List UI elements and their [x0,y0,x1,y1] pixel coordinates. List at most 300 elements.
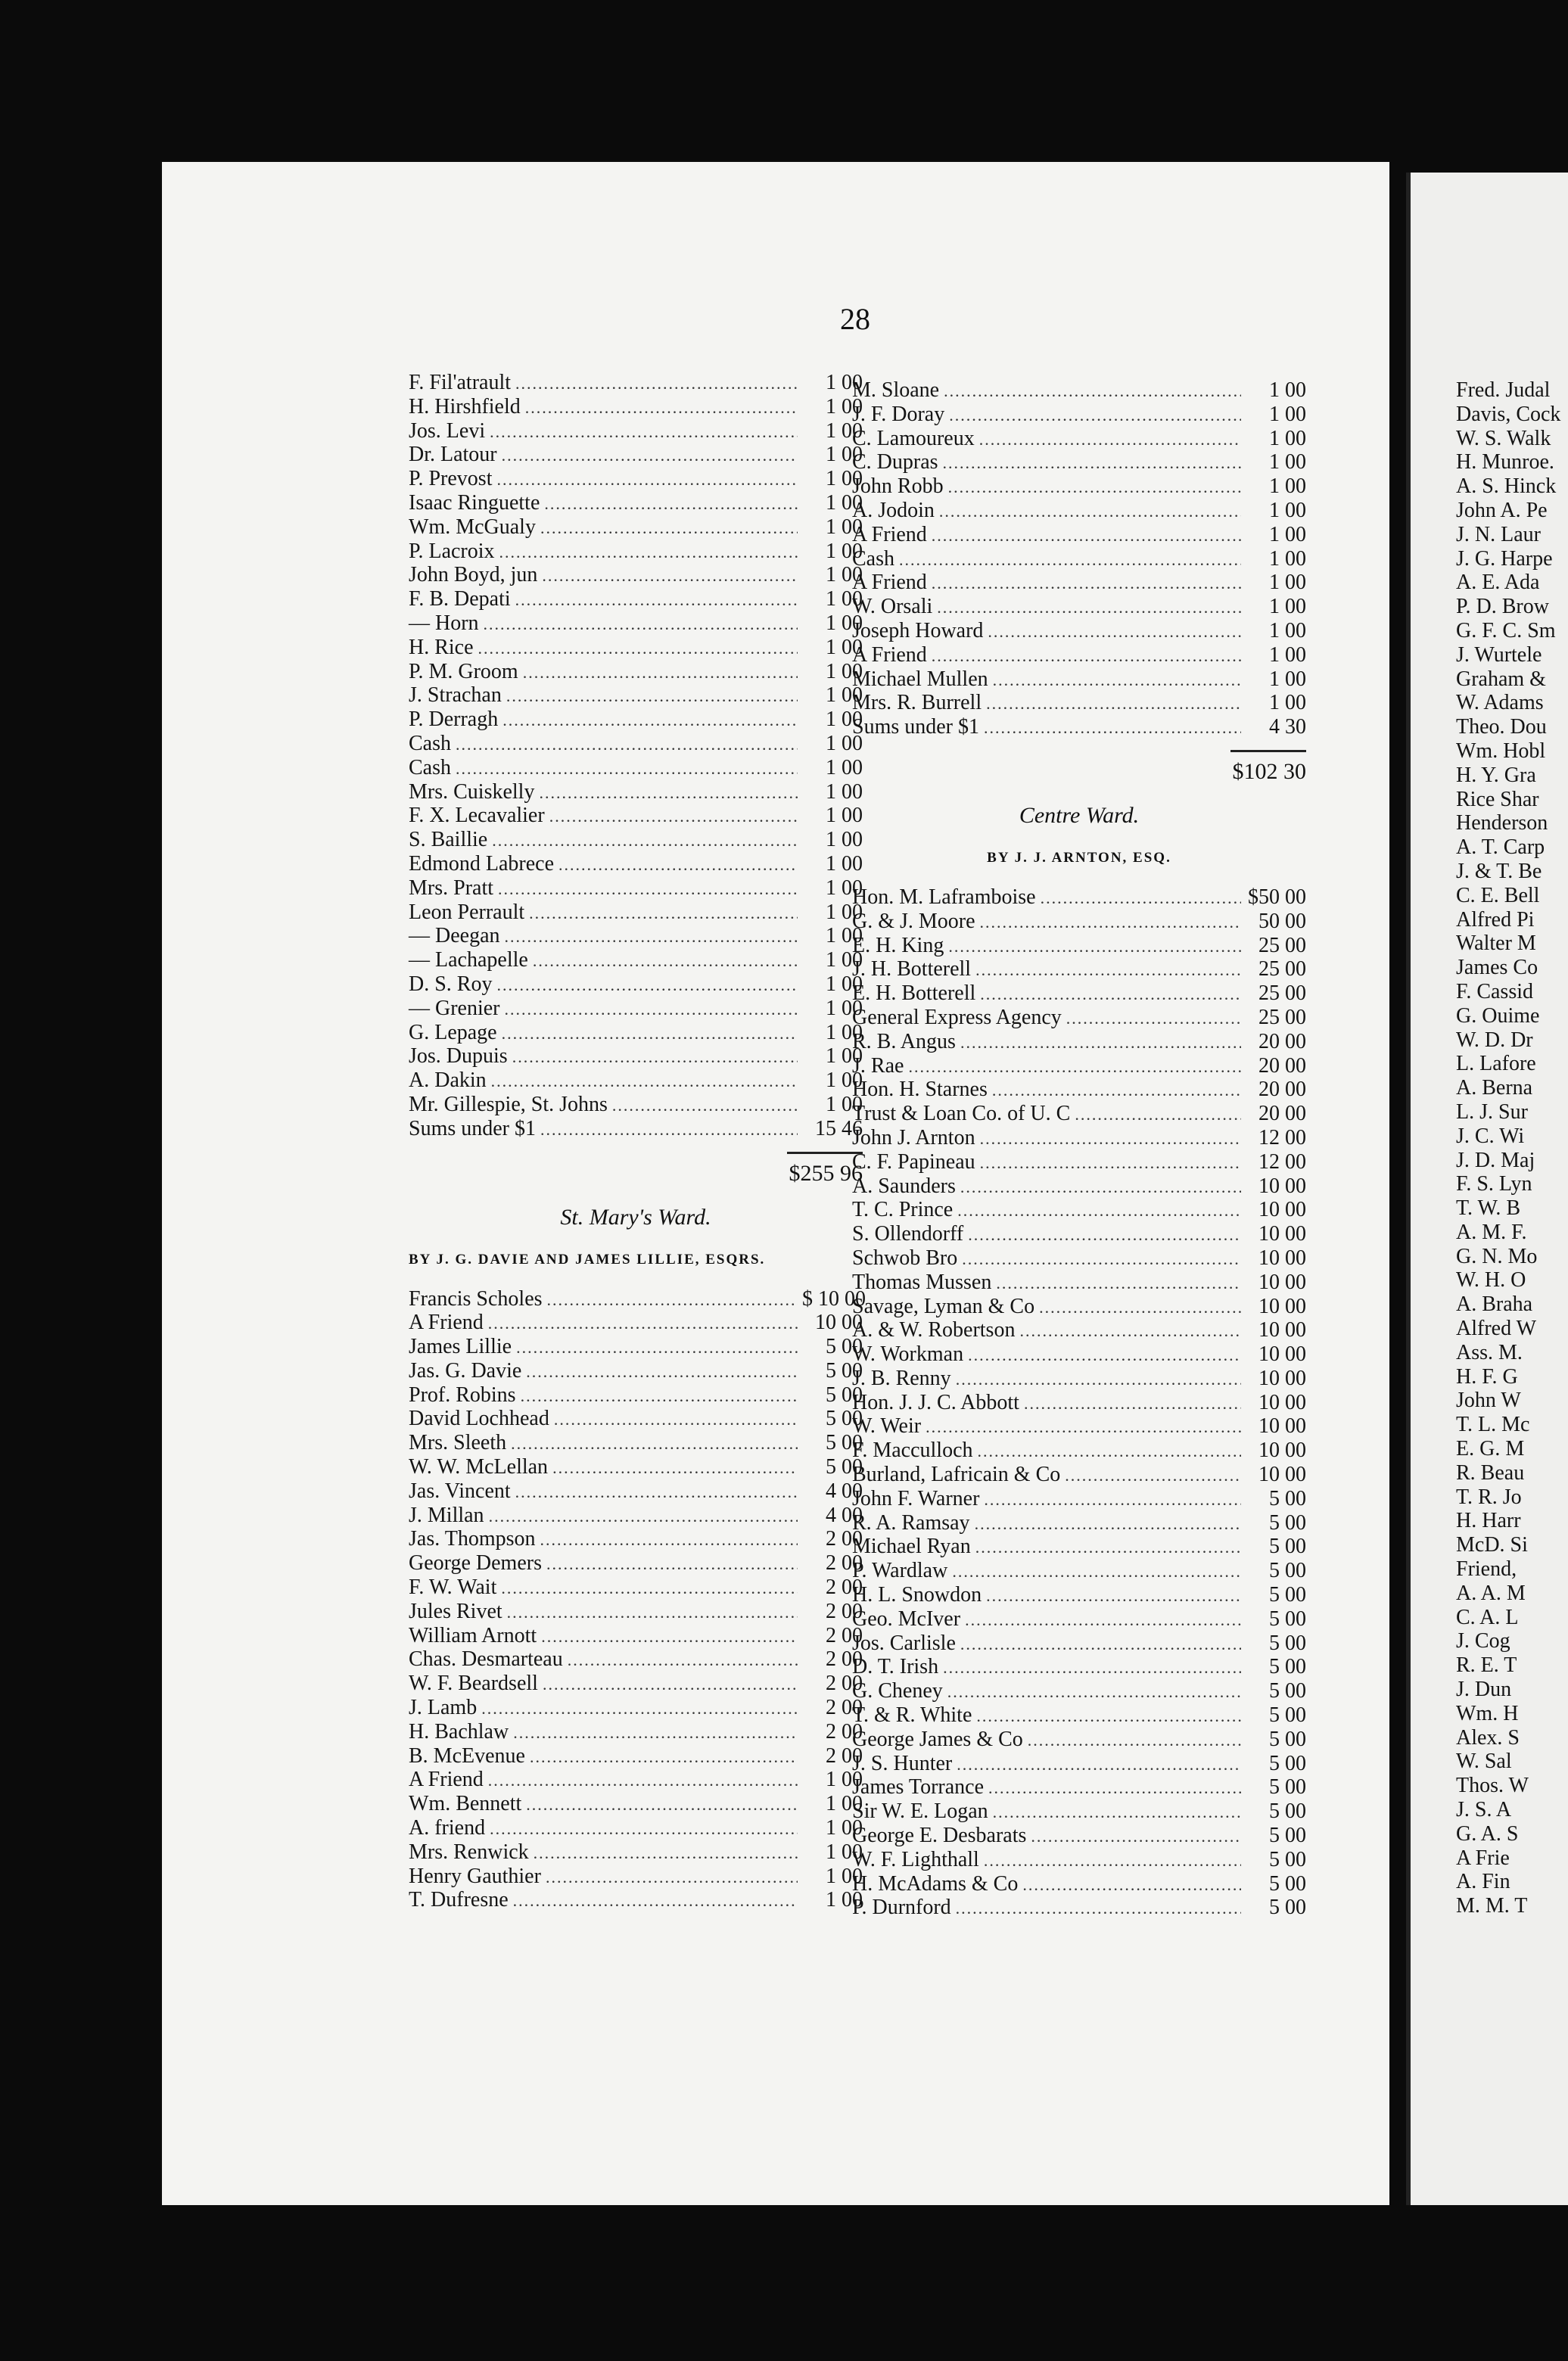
leader-dots [516,1336,798,1360]
contributor-name: Chas. Desmarteau [409,1647,563,1672]
leader-dots [980,982,1241,1006]
contributor-name: Mr. Gillespie, St. Johns [409,1092,608,1116]
facing-page-line: C. E. Bell [1456,883,1540,907]
contributor-name: C. Lamoureux [852,426,975,450]
contribution-amount: 1 00 [826,1816,863,1840]
contributor-name: John J. Arnton [852,1125,975,1149]
contributor-name: A. & W. Robertson [852,1318,1016,1342]
leader-dots [498,877,798,901]
facing-page-line: W. Sal [1456,1750,1512,1774]
contributor-name: F. Fil'atrault [409,371,512,394]
contributor-name: David Lochhead [409,1407,549,1431]
list-item [852,1583,1306,1607]
contributor-name: Trust & Loan Co. of U. C [852,1102,1071,1126]
leader-dots [505,925,798,949]
list-item [852,1824,1306,1848]
list-item [852,1271,1306,1295]
contributor-name: Sums under $1 [852,715,979,739]
contribution-amount: 10 00 [1258,1318,1306,1342]
leader-dots [956,1367,1241,1392]
facing-page-line: J. N. Laur [1456,522,1541,546]
leader-dots [488,1311,798,1336]
list-item [409,1383,863,1408]
list-item [409,972,863,997]
contribution-amount: 12 00 [1258,1149,1306,1174]
leader-dots [540,516,798,540]
contributor-name: R. B. Angus [852,1029,956,1053]
contribution-amount: 1 00 [826,804,863,828]
facing-page-line: T. R. Jo [1456,1485,1522,1509]
list-item [409,1792,863,1816]
facing-page-line: A. M. F. [1456,1220,1527,1244]
leader-dots [526,1360,798,1384]
leader-dots [525,396,798,420]
leader-dots [489,1504,798,1529]
contribution-amount: 5 00 [826,1455,863,1479]
leader-dots [937,596,1241,620]
contributor-name: John F. Warner [852,1486,980,1510]
list-item [409,1044,863,1069]
contribution-amount: 10 00 [1258,1246,1306,1270]
contributor-name: — Lachapelle [409,948,528,972]
leader-dots [511,1432,798,1456]
facing-page-line: Rice Shar [1456,787,1539,811]
leader-dots [552,1456,798,1480]
contributor-name: F. W. Wait [409,1576,497,1600]
leader-dots [962,1247,1241,1271]
leader-dots [957,1753,1241,1777]
list-item [852,378,1306,403]
leader-dots [515,588,798,612]
list-item [409,1840,863,1865]
contributor-name: Isaac Ringuette [409,490,540,515]
leader-dots [984,1849,1241,1873]
list-item [409,540,863,564]
right-total: $102 30 [1232,758,1306,784]
facing-page-line: R. Beau [1456,1460,1525,1485]
list-item [409,660,863,684]
facing-page-line: E. G. M [1456,1437,1525,1461]
contributor-name: A. friend [409,1816,486,1840]
facing-page-line: H. Munroe. [1456,450,1554,474]
leader-dots [496,468,798,492]
contributor-name: S. Ollendorff [852,1222,964,1246]
contributor-name: A. Saunders [852,1174,956,1198]
contribution-amount: 5 00 [1269,1559,1306,1583]
contribution-amount: 1 00 [826,659,863,683]
leader-dots [1039,1296,1241,1320]
facing-page-line: G. N. Mo [1456,1244,1538,1268]
contribution-amount: 10 00 [1258,1414,1306,1439]
contribution-amount: 10 00 [1258,1390,1306,1414]
leader-dots [976,1704,1241,1728]
facing-page-line: L. J. Sur [1456,1100,1528,1124]
contribution-amount: 1 00 [1269,522,1306,546]
leader-dots [932,524,1241,548]
contribution-amount: 20 00 [1258,1053,1306,1078]
contributor-name: Geo. McIver [852,1607,961,1631]
list-item [852,403,1306,427]
contributor-name: Mrs. Cuiskelly [409,779,535,804]
list-item [409,491,863,515]
list-item [852,1126,1306,1150]
total-rule [787,1152,863,1154]
leader-dots [540,1528,798,1552]
list-item [852,1198,1306,1222]
facing-page-line: A. Fin [1456,1870,1510,1894]
list-item [852,910,1306,934]
contributor-name: Mrs. Renwick [409,1840,529,1864]
contributor-name: Jos. Carlisle [852,1631,956,1655]
contributor-name: G. Cheney [852,1679,943,1703]
contribution-amount: 1 00 [1269,546,1306,571]
leader-dots [512,1045,798,1069]
facing-page-line: Henderson [1456,811,1548,835]
contributor-name: Thomas Mussen [852,1270,992,1294]
list-item [852,643,1306,667]
contributor-name: J. S. Hunter [852,1751,953,1775]
leader-dots [515,1480,798,1504]
contributor-name: J. Strachan [409,683,502,708]
contributor-name: James Torrance [852,1775,985,1800]
contribution-amount: 1 00 [1269,571,1306,595]
contribution-amount: 1 00 [826,755,863,779]
contributor-name: Hon. H. Starnes [852,1078,988,1102]
contributor-name: A Friend [409,1311,484,1335]
contributor-name: Sir W. E. Logan [852,1800,988,1824]
contribution-amount: 20 00 [1258,1078,1306,1102]
contributor-name: E. H. Botterell [852,981,976,1006]
facing-page-line: P. D. Brow [1456,595,1549,619]
leader-dots [490,420,798,444]
contributor-name: A. Jodoin [852,498,935,522]
facing-page-line: Ass. M. [1456,1340,1523,1364]
list-item [852,1439,1306,1463]
leader-dots [505,997,798,1022]
leader-dots [513,1721,798,1745]
contribution-amount: 5 00 [826,1358,863,1383]
contributor-name: W. Orsali [852,595,933,619]
list-item [409,948,863,972]
leader-dots [984,1488,1241,1512]
contributor-name: W. Weir [852,1414,922,1439]
leader-dots [484,612,798,636]
contribution-amount: 1 00 [826,1092,863,1116]
list-item [409,1311,863,1335]
list-item [409,443,863,467]
contribution-amount: 5 00 [826,1407,863,1431]
contribution-amount: 5 00 [1269,1824,1306,1848]
list-item [852,1030,1306,1054]
contributor-name: H. Bachlaw [409,1719,509,1744]
facing-page-line: J. Wurtele [1456,642,1542,667]
contributor-name: T. C. Prince [852,1198,954,1222]
leader-dots [543,1672,798,1697]
contribution-amount: 5 00 [826,1431,863,1455]
facing-page-line: John W [1456,1389,1521,1413]
ward-title: St. Mary's Ward. [560,1204,711,1230]
contribution-amount: 1 00 [826,779,863,804]
leader-dots [993,1800,1241,1824]
right-column [852,378,1306,1920]
facing-page [1406,173,1568,2205]
contributor-name: George James & Co [852,1727,1023,1751]
list-item [852,1102,1306,1126]
list-item [409,780,863,804]
contributor-name: Cash [409,731,451,755]
list-item [409,1455,863,1479]
page-number: 28 [840,302,870,336]
leader-dots [506,684,798,708]
contributor-name: John Robb [852,474,944,499]
leader-dots [968,1343,1241,1367]
leader-dots [456,733,798,757]
contribution-amount: 5 00 [1269,1727,1306,1751]
leader-dots [502,708,798,733]
contribution-amount: 1 00 [1269,474,1306,499]
list-item [409,1768,863,1792]
contribution-amount: 1 00 [826,418,863,443]
list-item [409,1744,863,1768]
contribution-amount: 50 00 [1258,909,1306,933]
leader-dots [1028,1728,1241,1753]
list-item [852,1222,1306,1246]
list-item [409,636,863,660]
contributor-name: J. H. Botterell [852,957,972,981]
contributor-name: J. Rae [852,1053,904,1078]
list-item [409,997,863,1021]
list-item [409,828,863,852]
contributor-name: General Express Agency [852,1005,1062,1029]
contribution-amount: 2 00 [826,1551,863,1576]
leader-dots [546,1865,798,1890]
list-item [852,1463,1306,1487]
leader-dots [984,716,1241,740]
list-item [852,1559,1306,1583]
leader-dots [456,757,798,781]
list-item [409,1335,863,1359]
leader-dots [975,1512,1241,1536]
contribution-amount: 2 00 [826,1744,863,1768]
list-item [409,1286,866,1311]
contribution-amount: 1 00 [1269,595,1306,619]
leader-dots [899,548,1241,572]
contribution-amount: 2 00 [826,1576,863,1600]
contribution-amount: 20 00 [1258,1102,1306,1126]
left-ward-entries-list [409,1286,866,1913]
list-item [852,1150,1306,1174]
contribution-amount: 1 00 [826,1840,863,1864]
ward-byline: BY J. G. DAVIE AND JAMES LILLIE, ESQRS. [409,1251,766,1268]
contributor-name: Mrs. R. Burrell [852,691,982,715]
contribution-amount: 5 00 [826,1383,863,1407]
contributor-name: Jas. Vincent [409,1479,511,1503]
contributor-name: — Grenier [409,996,500,1020]
facing-page-line: G. F. C. Sm [1456,618,1556,642]
list-item [409,708,863,732]
list-item [852,1006,1306,1030]
list-item [409,1431,863,1455]
contribution-amount: 10 00 [1258,1463,1306,1487]
contribution-amount: 25 00 [1258,1005,1306,1029]
list-item [852,1800,1306,1824]
contribution-amount: 12 00 [1258,1125,1306,1149]
facing-page-line: J. G. Harpe [1456,546,1553,571]
facing-page-line: James Co [1456,956,1538,980]
list-item [852,957,1306,981]
leader-dots [523,661,798,685]
leader-dots [541,1625,798,1649]
list-item [409,1069,863,1093]
list-item [852,1896,1306,1920]
leader-dots [908,1055,1241,1079]
list-item [852,715,1306,739]
leader-dots [507,1600,798,1625]
list-item [852,1775,1306,1800]
list-item [409,563,863,587]
contribution-amount: 1 00 [826,515,863,539]
facing-page-line: M. M. T [1456,1894,1528,1918]
leader-dots [986,1584,1241,1608]
contributor-name: Wm. Bennett [409,1792,522,1816]
contributor-name: James Lillie [409,1335,512,1359]
leader-dots [568,1648,798,1672]
contribution-amount: 10 00 [1258,1294,1306,1318]
facing-page-line: H. F. G [1456,1364,1518,1389]
contribution-amount: 5 00 [1269,1871,1306,1896]
leader-dots [992,1078,1241,1103]
contribution-amount: 1 00 [826,611,863,635]
contribution-amount: 1 00 [826,900,863,924]
contributor-name: A. Dakin [409,1069,487,1093]
list-item [852,595,1306,619]
leader-dots [980,1151,1241,1175]
contribution-amount: 25 00 [1258,981,1306,1006]
leader-dots [986,692,1241,716]
leader-dots [952,1560,1241,1584]
contributor-name: Hon. J. J. C. Abbott [852,1390,1019,1414]
contribution-amount: 1 00 [1269,378,1306,402]
leader-dots [490,1817,798,1841]
contributor-name: H. Hirshfield [409,394,521,418]
leader-dots [1031,1824,1241,1849]
right-ward-entries-list [852,885,1306,1920]
contributor-name: P. Prevost [409,467,493,491]
contribution-amount: 2 00 [826,1647,863,1672]
leader-dots [943,1656,1241,1680]
leader-dots [1041,886,1241,910]
list-item [409,683,863,708]
leader-dots [939,499,1241,524]
list-item [852,1174,1306,1199]
contribution-amount: 1 00 [1269,642,1306,667]
leader-dots [1065,1464,1241,1488]
leader-dots [549,804,798,829]
facing-page-line: A. S. Hinck [1456,474,1557,499]
leader-dots [1075,1103,1241,1127]
list-item [409,1576,863,1600]
facing-page-line: A Frie [1456,1846,1510,1870]
facing-page-line: W. Adams [1456,691,1544,715]
contributor-name: Savage, Lyman & Co [852,1294,1035,1318]
contribution-amount: 10 00 [815,1311,863,1335]
contributor-name: H. L. Snowdon [852,1583,982,1607]
contributor-name: Cash [409,755,451,779]
contribution-amount: 4 00 [826,1479,863,1503]
list-item [852,499,1306,523]
contributor-name: George E. Desbarats [852,1824,1027,1848]
contribution-amount: 5 00 [1269,1679,1306,1703]
contributor-name: W. F. Lighthall [852,1847,979,1871]
list-item [409,1093,863,1117]
list-item [409,1021,863,1045]
leader-dots [993,668,1241,692]
contribution-amount: 20 00 [1258,1029,1306,1053]
contribution-amount: 2 00 [826,1719,863,1744]
leader-dots [530,1745,798,1769]
contributor-name: G. Lepage [409,1020,497,1044]
contribution-amount: 10 00 [1258,1222,1306,1246]
list-item [852,981,1306,1006]
list-item [409,1624,863,1648]
list-item [852,1607,1306,1632]
leader-dots [975,1535,1241,1560]
contributor-name: W. W. McLellan [409,1455,549,1479]
leader-dots [965,1608,1241,1632]
leader-dots [944,379,1241,403]
list-item [852,1054,1306,1078]
contributor-name: W. Workman [852,1342,964,1367]
contribution-amount: 2 00 [826,1696,863,1720]
contribution-amount: $ 10 00 [802,1286,866,1311]
leader-dots [558,853,798,877]
contribution-amount: 1 00 [826,876,863,900]
facing-page-line: J. D. Maj [1456,1148,1535,1172]
contribution-amount: $50 00 [1248,885,1306,909]
contributor-name: J. Millan [409,1503,484,1527]
contribution-amount: 5 00 [1269,1655,1306,1679]
contributor-name: Jules Rivet [409,1599,502,1623]
contributor-name: J. Lamb [409,1696,478,1720]
list-item [852,1535,1306,1559]
leader-dots [554,1408,798,1432]
contribution-amount: 5 00 [1269,1896,1306,1920]
contribution-amount: 5 00 [1269,1703,1306,1728]
list-item [852,691,1306,715]
list-item [409,876,863,901]
contribution-amount: 5 00 [1269,1486,1306,1510]
contribution-amount: 2 00 [826,1527,863,1551]
leader-dots [1019,1319,1241,1343]
list-item [409,1888,863,1912]
list-item [409,1551,863,1576]
contribution-amount: 1 00 [826,924,863,948]
contribution-amount: 10 00 [1258,1174,1306,1198]
facing-page-line: G. A. S [1456,1821,1519,1846]
list-item [409,419,863,443]
leader-dots [533,949,798,973]
leader-dots [502,1022,798,1046]
left-total: $255 96 [789,1160,863,1186]
contribution-amount: 10 00 [1258,1366,1306,1390]
contributor-name: Sums under $1 [409,1116,536,1140]
contribution-amount: 1 00 [1269,691,1306,715]
contribution-amount: 1 00 [826,563,863,587]
list-item [409,1647,863,1672]
facing-page-line: Wm. H [1456,1701,1519,1725]
contributor-name: A Friend [409,1768,484,1792]
facing-page-line: Graham & [1456,667,1546,691]
